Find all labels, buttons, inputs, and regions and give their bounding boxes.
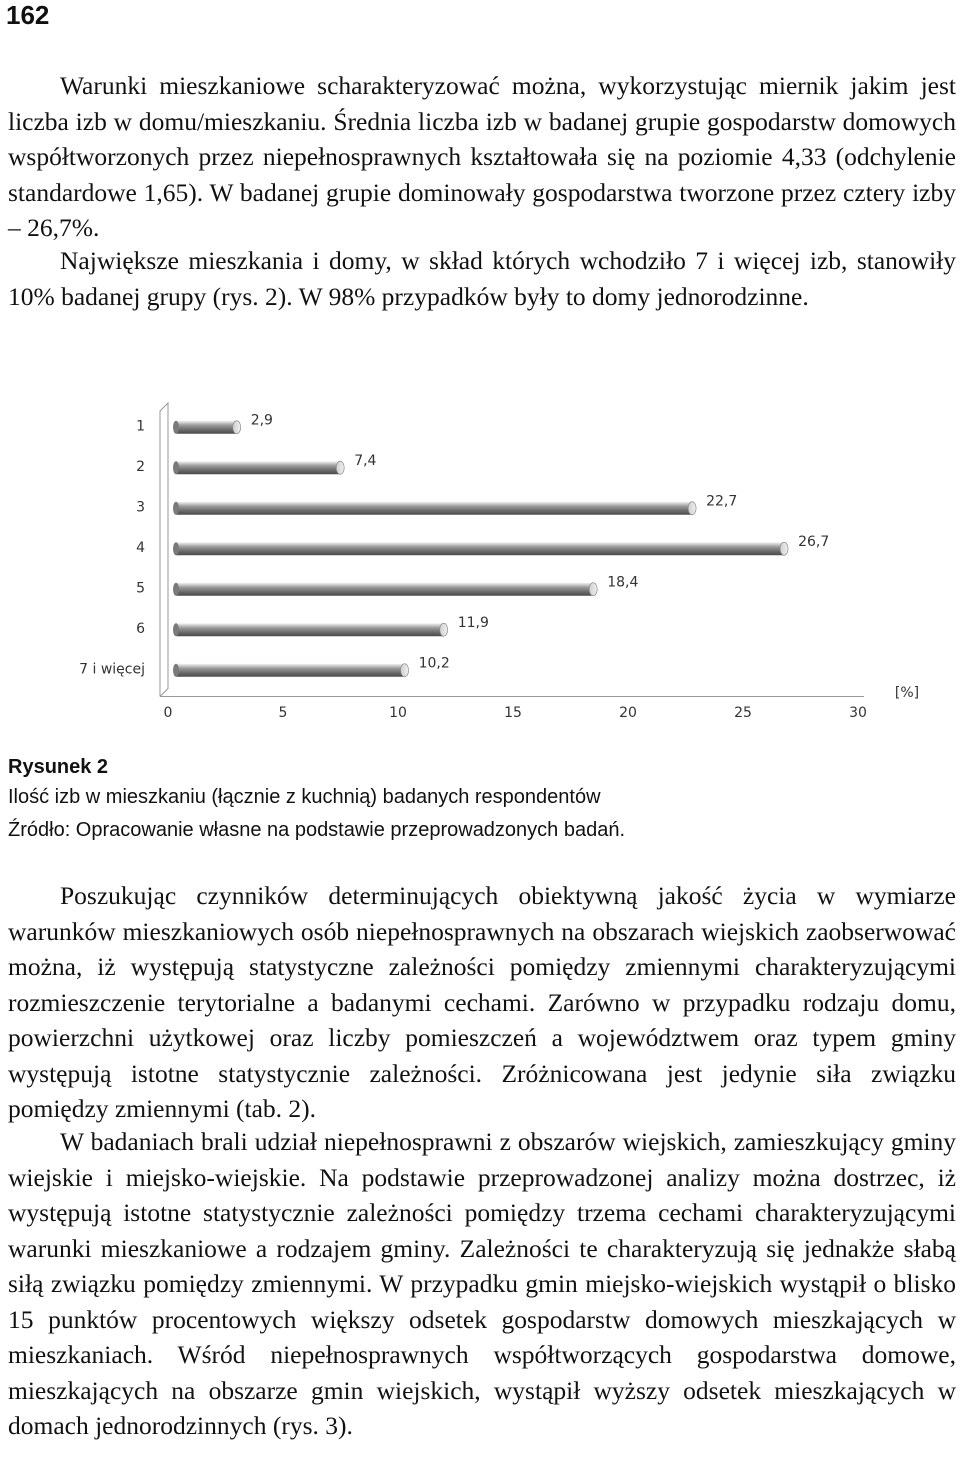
category-label: 4 [136, 539, 145, 556]
value-label: 7,4 [354, 452, 377, 469]
bar-end-cap [780, 542, 788, 555]
x-tick-label: 10 [389, 705, 407, 721]
x-tick-label: 0 [163, 705, 173, 721]
bar-start-cap [173, 542, 179, 555]
figure-description: Ilość izb w mieszkaniu (łącznie z kuchnią) badanych respondentów [8, 786, 601, 808]
bar-start-cap [173, 461, 179, 474]
bar [176, 461, 340, 474]
figure-source: Źródło: Opracowanie własne na podstawie przeprowadzonych badań. [8, 819, 626, 841]
bar-start-cap [173, 623, 179, 636]
bar [176, 421, 237, 434]
axis-wall [160, 403, 168, 697]
paragraph-3: Poszukując czynników determinujących obiektywną jakość życia w wymiarze warunków mieszkaniowych osób niepełnosprawnych na obszarach wiejskich zaobserwować można, iż występują statystyczne zależności pomiędzy zmiennymi charakteryzującymi rozmieszczenie terytorialne a badanymi cechami. Zarówno w przypadku rodzaju domu, powierzchni użytkowej oraz liczby pomieszczeń a województwem oraz typem gminy występują istotne statystycznie zależności. Zróżnicowana jest jedynie siła związku pomiędzy zmiennymi (tab. 2). [8, 881, 956, 1123]
bar [176, 664, 405, 677]
x-tick-label: 5 [278, 705, 288, 721]
value-label: 22,7 [706, 493, 738, 510]
category-label: 5 [136, 580, 145, 597]
bar-end-cap [440, 623, 448, 636]
bar [176, 623, 444, 636]
bar-start-cap [173, 421, 179, 434]
bar-end-cap [336, 461, 344, 474]
bar-end-cap [233, 421, 241, 434]
category-label: 3 [136, 499, 145, 516]
paragraph-2: Największe mieszkania i domy, w skład których wchodziło 7 i więcej izb, stanowiły 10% badanej grupy (rys. 2). W 98% przypadków były to domy jednorodzinne. [8, 246, 956, 311]
x-tick-label: 25 [734, 705, 752, 721]
x-tick-label: 20 [619, 705, 637, 721]
page-number: 162 [6, 0, 50, 30]
bar-chart [0, 385, 960, 725]
category-label: 2 [136, 458, 145, 475]
category-label: 7 i więcej [79, 661, 145, 678]
paragraph-4: W badaniach brali udział niepełnosprawni z obszarów wiejskich, zamieszkujący gminy wiejskie i miejsko-wiejskie. Na podstawie przeprowadzonej analizy można dostrzec, iż występują istotne statystycznie zależności pomiędzy trzema cechami charakteryzującymi warunki mieszkaniowe a rodzajem gminy. Zależności te charakteryzują się jednakże słabą siłą związku pomiędzy zmiennymi. W przypadku gmin miejsko-wiejskich wystąpił o blisko 15 punktów procentowych większy odsetek gospodarstw domowych mieszkających w mieszkaniach. Wśród niepełnosprawnych współtworzących gospodarstwa domowe, mieszkających na obszarze gmin wiejskich, wystąpił wyższy odsetek mieszkających w domach jednorodzinnych (rys. 3). [8, 1127, 956, 1440]
bar-end-cap [401, 664, 409, 677]
figure-title: Rysunek 2 [8, 756, 109, 778]
x-tick-label: 15 [504, 705, 522, 721]
value-label: 18,4 [607, 574, 639, 591]
bar [176, 583, 593, 596]
x-axis-unit-label: [%] [894, 685, 920, 701]
paragraph-1: Warunki mieszkaniowe scharakteryzować można, wykorzystując miernik jakim jest liczba izb w domu/mieszkaniu. Średnia liczba izb w badanej grupie gospodarstw domowych współtworzonych przez niepełnosprawnych kształtowała się na poziomie 4,33 (odchylenie standardowe 1,65). W badanej grupie dominowały gospodarstwa tworzone przez cztery izby – 26,7%. [8, 71, 956, 242]
x-tick-label: 30 [849, 705, 867, 721]
bar-end-cap [589, 583, 597, 596]
value-label: 10,2 [418, 655, 450, 672]
bar [176, 542, 784, 555]
category-label: 6 [136, 620, 145, 637]
bar-start-cap [173, 664, 179, 677]
chart-bars [173, 421, 788, 677]
bar [176, 502, 692, 515]
bar-end-cap [688, 502, 696, 515]
value-label: 26,7 [798, 533, 830, 550]
value-label: 2,9 [250, 412, 273, 429]
value-label: 11,9 [457, 614, 489, 631]
category-label: 1 [136, 418, 145, 435]
bar-start-cap [173, 583, 179, 596]
bar-start-cap [173, 502, 179, 515]
